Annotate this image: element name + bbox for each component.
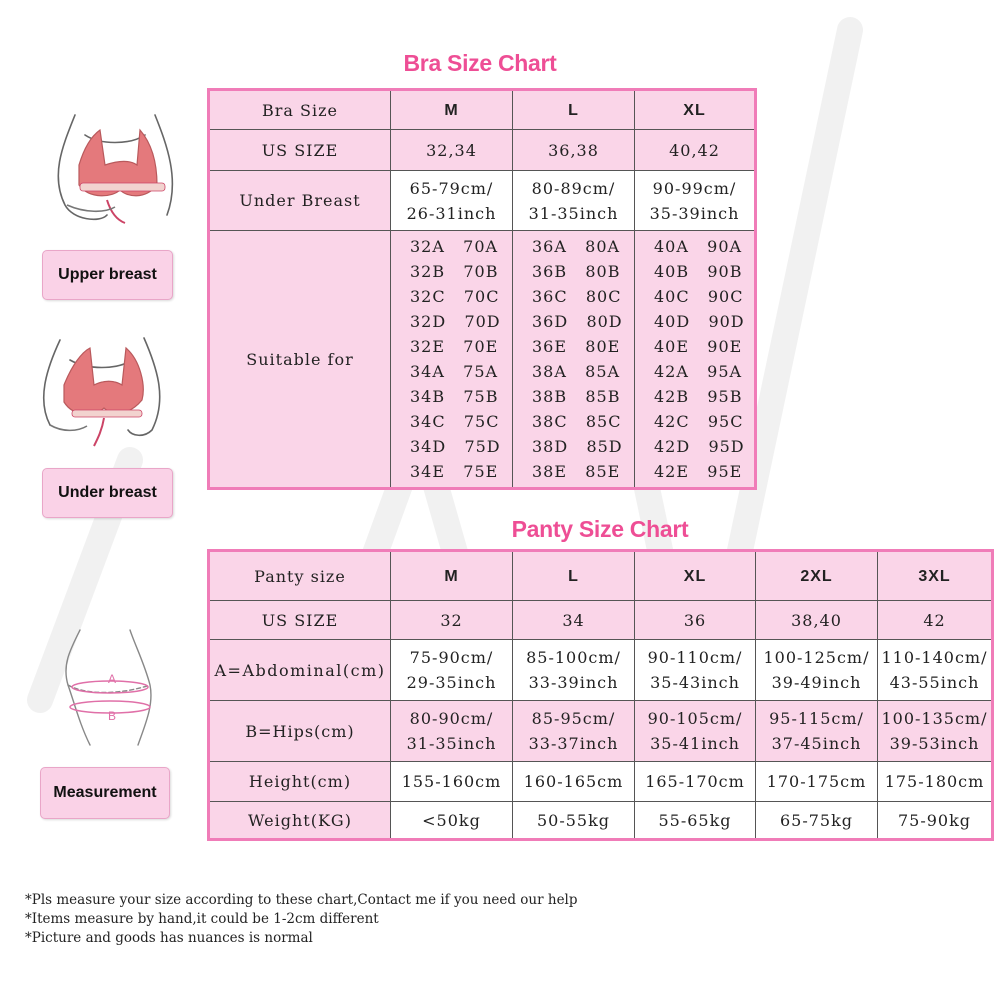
table-cell: 65-79cm/ 26-31inch (391, 171, 513, 231)
row-label: US SIZE (209, 130, 391, 171)
size-header: XL (635, 90, 756, 130)
notes (25, 891, 578, 948)
table-row (209, 640, 993, 701)
cup-size-entry: 40B 90B (654, 262, 743, 281)
table-cell: 155-160cm (391, 762, 513, 802)
cup-size-entry: 34C 75C (410, 412, 500, 431)
cup-size-entry: 42C 95C (654, 412, 744, 431)
size-header: XL (635, 551, 756, 601)
note-line: *Items measure by hand,it could be 1-2cm different (25, 911, 379, 927)
table-cell: 160-165cm (513, 762, 635, 802)
row-label: Under Breast (209, 171, 391, 231)
cup-size-entry: 38A 85A (532, 362, 621, 381)
measurement-label: Measurement (40, 767, 170, 819)
cup-size-entry: 38C 85C (532, 412, 622, 431)
cup-list-cell (635, 231, 756, 489)
cup-size-entry: 32E 70E (410, 337, 499, 356)
cup-size-entry: 32C 70C (410, 287, 500, 306)
table-cell: 34 (513, 601, 635, 640)
row-label: Bra Size (209, 90, 391, 130)
panty-size-table (207, 549, 994, 841)
table-row (209, 171, 756, 231)
cup-size-entry: 32D 70D (410, 312, 501, 331)
table-row (209, 231, 756, 489)
cup-size-entry: 40D 90D (654, 312, 745, 331)
cup-size-entry: 42D 95D (654, 437, 745, 456)
table-cell: 170-175cm (756, 762, 878, 802)
size-header: 2XL (756, 551, 878, 601)
table-cell: 32,34 (391, 130, 513, 171)
measurement-illustration (50, 625, 170, 755)
table-cell: 55-65kg (635, 802, 756, 840)
cup-list-cell (391, 231, 513, 489)
table-cell: 36,38 (513, 130, 635, 171)
cup-size-entry: 34E 75E (410, 462, 499, 481)
cup-size-entry: 32A 70A (410, 237, 499, 256)
table-cell: 100-135cm/ 39-53inch (878, 701, 993, 762)
size-header: L (513, 551, 635, 601)
table-cell: 75-90kg (878, 802, 993, 840)
table-cell: 110-140cm/ 43-55inch (878, 640, 993, 701)
note-line: *Picture and goods has nuances is normal (25, 930, 313, 946)
table-row (209, 130, 756, 171)
table-cell: 80-90cm/ 31-35inch (391, 701, 513, 762)
table-cell: 100-125cm/ 39-49inch (756, 640, 878, 701)
row-label: Suitable for (209, 231, 391, 489)
bra-size-table (207, 88, 757, 490)
size-header: M (391, 551, 513, 601)
table-cell: 85-95cm/ 33-37inch (513, 701, 635, 762)
panty-chart-title: Panty Size Chart (511, 516, 689, 542)
cup-size-entry: 42B 95B (654, 387, 743, 406)
cup-list-cell (513, 231, 635, 489)
cup-size-entry: 34A 75A (410, 362, 499, 381)
note-line: *Pls measure your size according to these chart,Contact me if you need our help (25, 892, 578, 908)
table-cell: 85-100cm/ 33-39inch (513, 640, 635, 701)
table-row (209, 90, 756, 130)
cup-size-entry: 34D 75D (410, 437, 501, 456)
table-cell: 90-110cm/ 35-43inch (635, 640, 756, 701)
table-cell: 80-89cm/ 31-35inch (513, 171, 635, 231)
table-cell: 90-105cm/ 35-41inch (635, 701, 756, 762)
row-label: Panty size (209, 551, 391, 601)
row-label: B=Hips(cm) (209, 701, 391, 762)
row-label: A=Abdominal(cm) (209, 640, 391, 701)
table-cell: 32 (391, 601, 513, 640)
size-header: 3XL (878, 551, 993, 601)
cup-size-entry: 40A 90A (654, 237, 743, 256)
table-row (209, 762, 993, 802)
upper-breast-label: Upper breast (42, 250, 173, 300)
row-label: Height(cm) (209, 762, 391, 802)
table-row (209, 551, 993, 601)
table-cell: 42 (878, 601, 993, 640)
cup-size-entry: 40E 90E (654, 337, 743, 356)
under-breast-label: Under breast (42, 468, 173, 518)
diagram-label-b: B (108, 709, 117, 723)
table-cell: 165-170cm (635, 762, 756, 802)
cup-size-entry: 36B 80B (532, 262, 621, 281)
table-cell: 65-75kg (756, 802, 878, 840)
table-cell: 50-55kg (513, 802, 635, 840)
cup-size-entry: 36D 80D (532, 312, 623, 331)
row-label: US SIZE (209, 601, 391, 640)
upper-breast-illustration (45, 105, 185, 245)
cup-size-entry: 36A 80A (532, 237, 621, 256)
cup-size-entry: 42A 95A (654, 362, 743, 381)
table-cell: 36 (635, 601, 756, 640)
under-breast-illustration (32, 330, 172, 460)
size-header: L (513, 90, 635, 130)
cup-size-entry: 42E 95E (654, 462, 743, 481)
row-label: Weight(KG) (209, 802, 391, 840)
cup-size-entry: 36E 80E (532, 337, 621, 356)
cup-size-entry: 38D 85D (532, 437, 623, 456)
bra-chart-title: Bra Size Chart (403, 50, 557, 76)
table-row (209, 601, 993, 640)
table-cell: 40,42 (635, 130, 756, 171)
cup-size-entry: 36C 80C (532, 287, 622, 306)
size-header: M (391, 90, 513, 130)
table-cell: 75-90cm/ 29-35inch (391, 640, 513, 701)
table-row (209, 701, 993, 762)
table-cell: 175-180cm (878, 762, 993, 802)
cup-size-entry: 40C 90C (654, 287, 744, 306)
cup-size-entry: 32B 70B (410, 262, 499, 281)
table-cell: 38,40 (756, 601, 878, 640)
table-row (209, 802, 993, 840)
table-cell: 90-99cm/ 35-39inch (635, 171, 756, 231)
diagram-label-a: A (108, 672, 117, 686)
table-cell: <50kg (391, 802, 513, 840)
cup-size-entry: 38E 85E (532, 462, 621, 481)
table-cell: 95-115cm/ 37-45inch (756, 701, 878, 762)
cup-size-entry: 34B 75B (410, 387, 499, 406)
cup-size-entry: 38B 85B (532, 387, 621, 406)
